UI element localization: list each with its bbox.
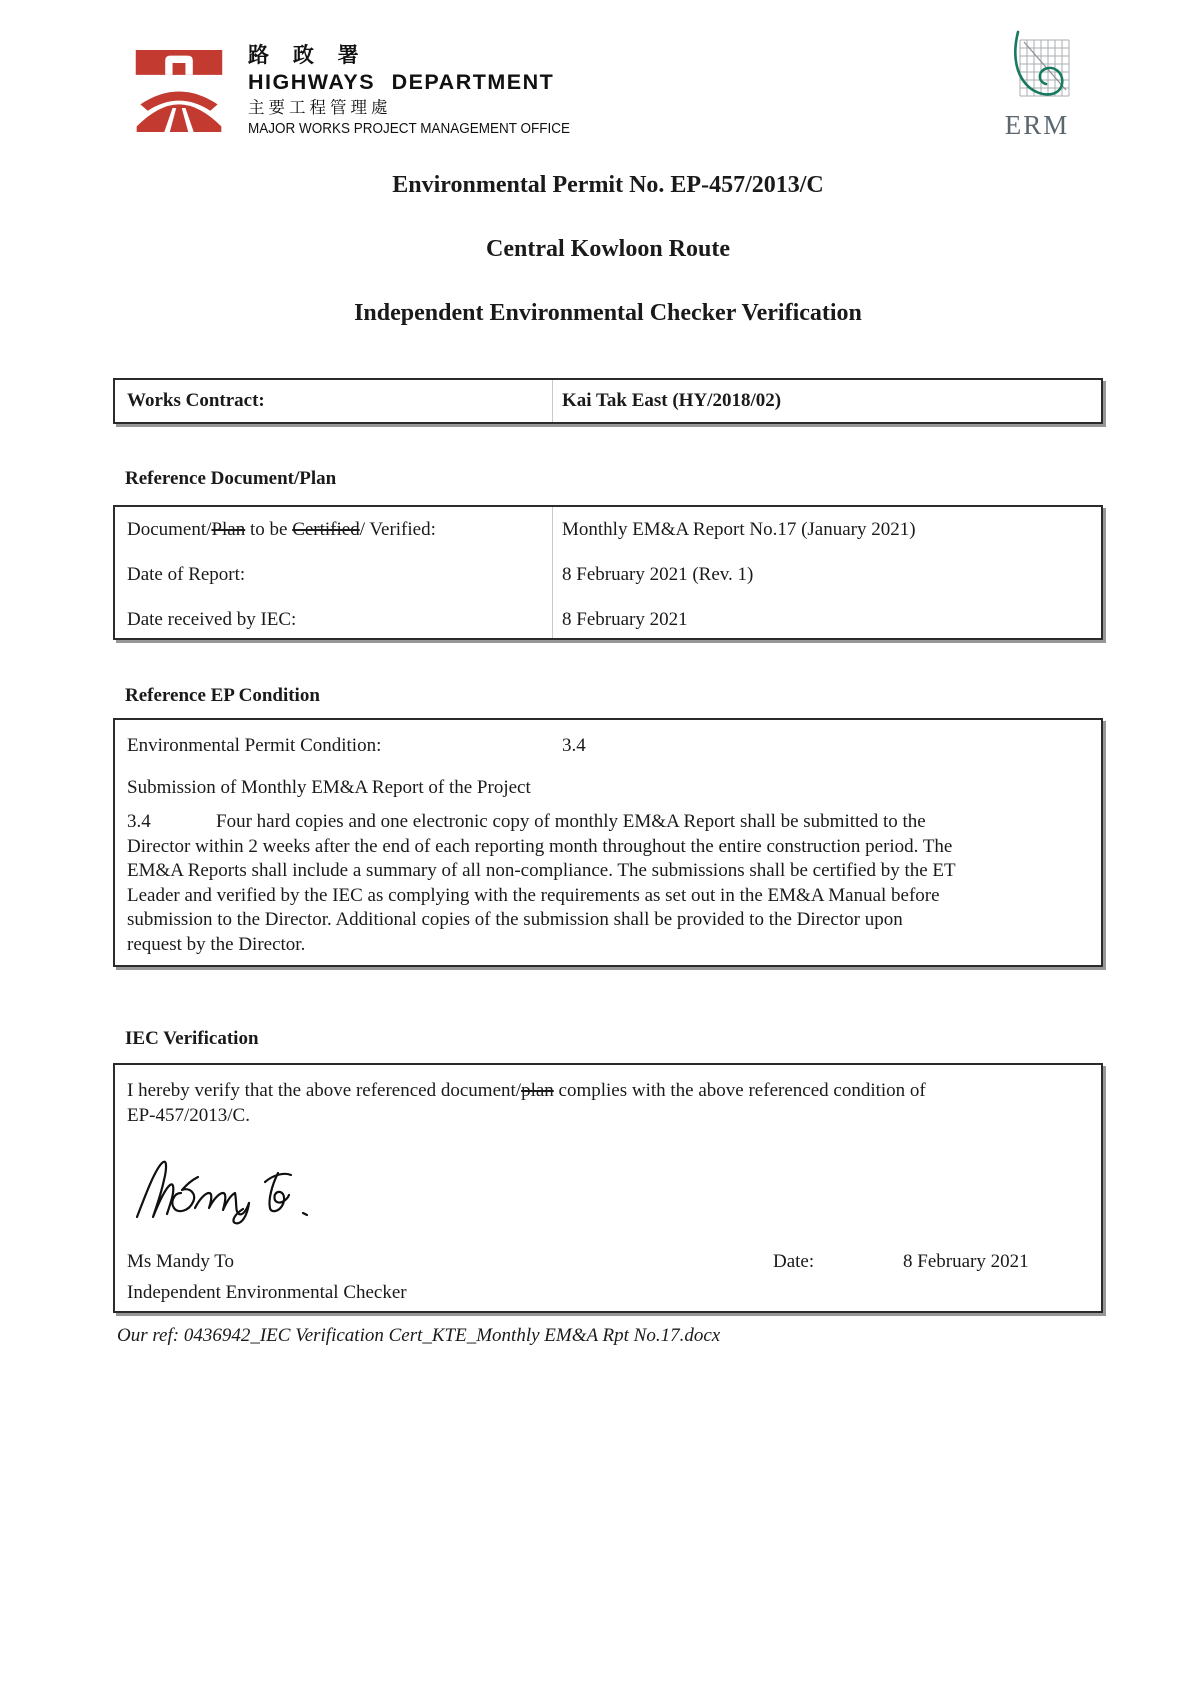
title-permit-no: Environmental Permit No. EP-457/2013/C xyxy=(392,172,824,198)
table-row xyxy=(115,552,1101,597)
struck-word-plan: plan xyxy=(521,1080,554,1101)
works-contract-label: Works Contract: xyxy=(127,390,265,411)
clause-line-5: submission to the Director. Additional copies of the submission shall be provided to the Director upon xyxy=(127,909,903,930)
works-contract-value: Kai Tak East (HY/2018/02) xyxy=(562,390,782,411)
ep-clause-paragraph xyxy=(127,810,1089,957)
title-project-name: Central Kowloon Route xyxy=(486,236,730,262)
header-department-text xyxy=(248,44,606,139)
ep-condition-row xyxy=(127,735,1089,757)
reference-document-table xyxy=(113,505,1103,640)
ep-condition-label: Environmental Permit Condition: xyxy=(127,735,382,756)
title-block xyxy=(113,172,1103,332)
section-heading-iec-verification: IEC Verification xyxy=(125,1028,259,1049)
date-received-value: 8 February 2021 xyxy=(562,608,688,630)
erm-spiral-icon xyxy=(998,30,1076,108)
office-name-zh: 主要工程管理處 xyxy=(248,99,392,117)
date-of-report-label: Date of Report: xyxy=(127,563,246,585)
document-to-be-verified-label: Document/Plan to be Certified/ Verified: xyxy=(127,518,436,540)
dept-name-en: HIGHWAYS DEPARTMENT xyxy=(248,70,555,94)
date-of-report-value: 8 February 2021 (Rev. 1) xyxy=(562,563,754,585)
our-ref-line: Our ref: 0436942_IEC Verification Cert_KTE_Monthly EM&A Rpt No.17.docx xyxy=(117,1325,721,1346)
clause-line-2: Director within 2 weeks after the end of each reporting month throughout the entire construction period. The xyxy=(127,835,953,857)
table-row xyxy=(115,507,1101,552)
works-contract-table xyxy=(113,378,1103,424)
dept-name-zh: 路 政 署 xyxy=(248,44,368,67)
highways-department-logo-icon xyxy=(133,46,225,136)
clause-line-4: Leader and verified by the IEC as complying with the requirements as set out in the EM&A Manual before xyxy=(127,884,940,906)
table-row xyxy=(115,597,1101,642)
clause-line-6: request by the Director. xyxy=(127,933,306,955)
document-to-be-verified-value: Monthly EM&A Report No.17 (January 2021) xyxy=(562,518,916,540)
date-label: Date: xyxy=(773,1251,815,1272)
section-heading-reference-document: Reference Document/Plan xyxy=(125,468,337,489)
ep-condition-subject: Submission of Monthly EM&A Report of the Project xyxy=(127,777,531,798)
erm-logo xyxy=(998,30,1076,139)
title-document-type: Independent Environmental Checker Verification xyxy=(354,300,862,326)
struck-word-plan: Plan xyxy=(211,518,246,540)
date-value: 8 February 2021 xyxy=(903,1251,1029,1272)
iec-verification-box xyxy=(113,1063,1103,1313)
signatory-title: Independent Environmental Checker xyxy=(127,1282,407,1303)
signature-image xyxy=(131,1155,341,1231)
clause-number: 3.4 xyxy=(127,811,151,832)
clause-line-1: Four hard copies and one electronic copy of monthly EM&A Report shall be submitted to the xyxy=(216,811,926,832)
struck-word-certified: Certified xyxy=(292,518,360,540)
section-heading-reference-ep-condition: Reference EP Condition xyxy=(125,685,320,706)
ep-condition-table xyxy=(113,718,1103,967)
signatory-name: Ms Mandy To xyxy=(127,1251,235,1272)
verification-statement: I hereby verify that the above referenced document/plan complies with the above referenced condition of EP-457/2013/C. xyxy=(127,1080,926,1126)
ep-condition-value: 3.4 xyxy=(562,735,586,756)
office-name-en: MAJOR WORKS PROJECT MANAGEMENT OFFICE xyxy=(248,120,571,137)
date-received-label: Date received by IEC: xyxy=(127,608,297,630)
clause-line-3: EM&A Reports shall include a summary of all non-compliance. The submissions shall be certified by the ET xyxy=(127,860,956,881)
erm-wordmark: ERM xyxy=(1004,110,1070,140)
